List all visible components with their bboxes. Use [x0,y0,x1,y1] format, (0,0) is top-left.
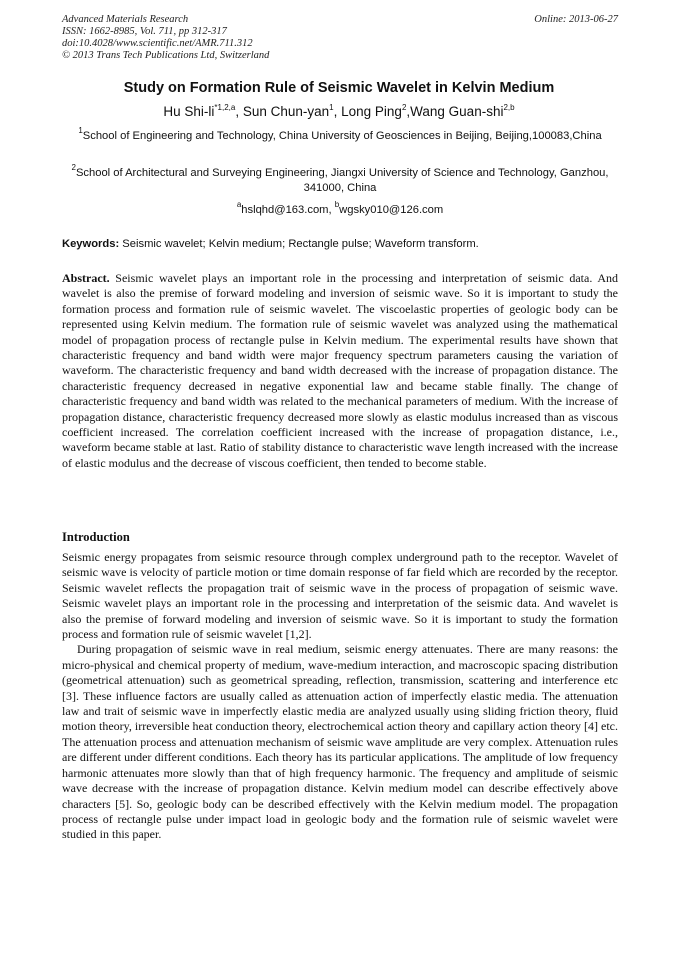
author-name: Hu Shi-li [163,104,215,119]
journal-issn: ISSN: 1662-8985, Vol. 711, pp 312-317 [62,26,227,37]
online-date: Online: 2013-06-27 [534,14,618,25]
author-name: Long Ping [341,104,402,119]
introduction-heading: Introduction [62,530,130,544]
affiliation-text: School of Engineering and Technology, China University of Geosciences in Beijing, Beijing,100083,China [82,130,602,142]
affiliation-2 [62,163,618,196]
author-list [40,103,638,121]
abstract-text: Seismic wavelet plays an important role in the processing and interpretation of seismic data. And wavelet is also the premise of forward modeling and inversion of seismic wave. So it is important to study the formation process and formation rule of seismic wavelet. The viscoelastic properties of geologic body can be represented using Kelvin medium. The formation rule of seismic wavelet was analyzed using the mathematical model of propagation process of rectangle pulse in Kelvin medium. The experimental results have shown that characteristic frequency and band width were major frequency spectrum parameters causing the variation of waveform. The characteristic frequency and band width decreased with the increase of propagation distance. The characteristic frequency decreased in negative exponential law and became stable finally. The change of characteristic frequency and band width was related to the mechanical parameters of medium. With the increase of propagation distance, characteristic frequency decreased more slowly as elastic modulus increased than as viscous coefficient increased. The correlation coefficient increased with the increase of propagation distance, i.e., waveform became stable at last. Ratio of stability distance to characteristic wave length increased with the increase of elastic modulus and the decrease of viscous coefficient, then tended to become stable. [62,271,618,470]
keywords-label: Keywords: [62,238,120,250]
journal-doi: doi:10.4028/www.scientific.net/AMR.711.312 [62,38,253,49]
introduction-paragraph: Seismic energy propagates from seismic resource through complex underground path to the receptor. Wavelet of seismic wave is velocity of particle motion or time domain response of far field which are recorded by the receptor. Seismic wavelet reflects the propagation trait of seismic wave in the process of propagation of seismic wave. Seismic wavelet plays an important role in the processing and interpretation of the seismic data. And wavelet is also the premise of forward modeling and inversion of seismic wave. So it is important to study the formation process and formation rule of seismic wavelet [1,2]. [62,550,618,642]
affiliation-superscript: 1 [78,126,83,135]
journal-copyright: © 2013 Trans Tech Publications Ltd, Switzerland [62,50,270,61]
journal-name: Advanced Materials Research [62,14,189,25]
affiliation-text: School of Architectural and Surveying Engineering, Jiangxi University of Science and Technology, Ganzhou, 341000, China [75,167,609,194]
author-separator: , [333,104,342,119]
email-address[interactable]: hslqhd@163.com [241,204,329,216]
introduction-paragraph: During propagation of seismic wave in real medium, seismic energy attenuates. There are many reasons: the micro-physical and chemical property of medium, wave-medium interaction, and macroscopic spacing distribution (geometrical attenuation) such as geometrical spreading, reflection, transmission, scattering and interference etc [3]. These influence factors are usually called as attenuation action of imperfectly elastic media. The attenuation law and trait of seismic wave in imperfectly elastic media are analyzed usually using sliding friction theory, fluid motion theory, irreversible heat conduction theory, electrochemical action theory and capillary action theory [4] etc. The attenuation process and attenuation mechanism of seismic wave amplitude are very complex. Attenuation rules are different under different conditions. Each theory has its particular applications. The amplitude of low frequency harmonic attenuates more slowly than that of high frequency harmonic. The frequency and amplitude of seismic wave decrease with the increase of propagation distance. Kelvin medium model can describe effectively above characters [5]. So, geologic body can be described effectively with the Kelvin medium model. The propagation process of rectangle pulse under impact load in geologic body and the formation rule of seismic wavelet were studied in this paper. [62,642,618,842]
affiliation-superscript: 2 [71,163,76,172]
author-superscript: 2 [401,103,407,112]
author-separator: , [235,104,243,119]
email-address[interactable]: wgsky010@126.com [339,204,444,216]
email-superscript: b [334,200,340,209]
abstract-paragraph [62,271,618,471]
email-superscript: a [236,200,242,209]
author-name: Wang Guan-shi [410,104,504,119]
keywords-text: Seismic wavelet; Kelvin medium; Rectangle pulse; Waveform transform. [119,238,479,250]
email-list [62,200,618,218]
keywords-line [62,237,618,251]
author-superscript: 2,b [503,103,515,112]
affiliation-1 [62,126,618,144]
introduction-body [62,550,618,843]
paper-title: Study on Formation Rule of Seismic Wavelet in Kelvin Medium [123,80,555,96]
email-separator: , [328,204,335,216]
author-separator: , [406,104,411,119]
author-superscript: *1,2,a [214,103,236,112]
abstract-label: Abstract. [62,271,110,285]
author-name: Sun Chun-yan [242,104,330,119]
journal-header [62,14,618,62]
author-superscript: 1 [329,103,334,112]
